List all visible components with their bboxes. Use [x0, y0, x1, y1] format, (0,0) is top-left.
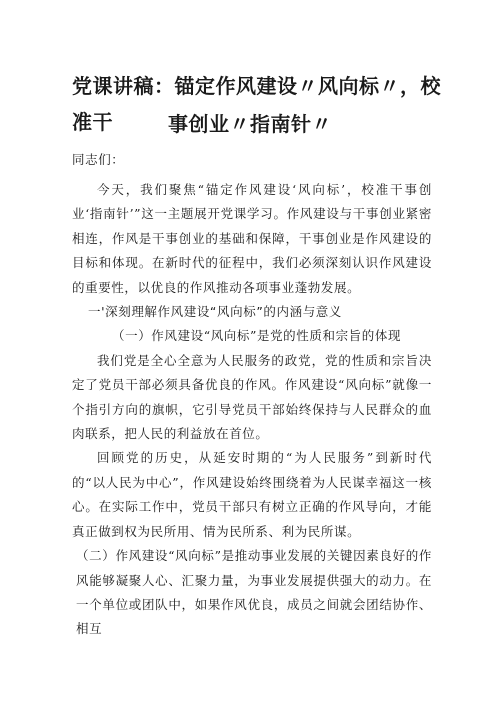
body-paragraph: 回顾党的历史，从延安时期的“为人民服务”到新时代的“以人民为中心”，作风建设始终围绕着为人民谋幸福这一核心。在实际工作中，党员干部只有树立正确的作风导向，才能真正做到权为民所用、情为民所系、利为民所谋。: [72, 450, 432, 539]
body-paragraph: 我们党是全心全意为人民服务的政党，党的性质和宗旨决定了党员干部必须具备优良的作风。作风建设“风向标”就像一个指引方向的旗帜，它引导党员干部始终保持与人民群众的血肉联系，把人民的利益放在首位。: [72, 352, 432, 442]
document-title-line-1: 党课讲稿：锚定作风建设〃风向标〃，校准干: [72, 74, 441, 134]
salutation: 同志们：: [72, 152, 125, 167]
section-heading: 一'深刻理解作风建设“风向标”的内涵与意义: [88, 304, 342, 320]
intro-paragraph: 今天，我们聚焦“锚定作风建设‘风向标’，校准干事创业‘指南针’”这一主题展开党课学习。作风建设与干事创业紧密相连，作风是干事创业的基础和保障，干事创业是作风建设的目标和体现。在新时代的征程中，我们必须深刻认识作风建设的重要性，以优良的作风推动各项事业蓬勃发展。: [72, 182, 432, 295]
subsection-heading: （一）作风建设“风向标”是党的性质和宗旨的体现: [112, 328, 402, 344]
document-body: [72, 178, 432, 642]
document-title-line-2: 事创业〃指南针〃: [168, 112, 332, 136]
subsection-paragraph: （二）作风建设“风向标”是推动事业发展的关键因素良好的作风能够凝聚人心、汇聚力量，为事业发展提供强大的动力。在一个单位或团队中，如果作风优良，成员之间就会团结协作、相互: [76, 548, 432, 637]
